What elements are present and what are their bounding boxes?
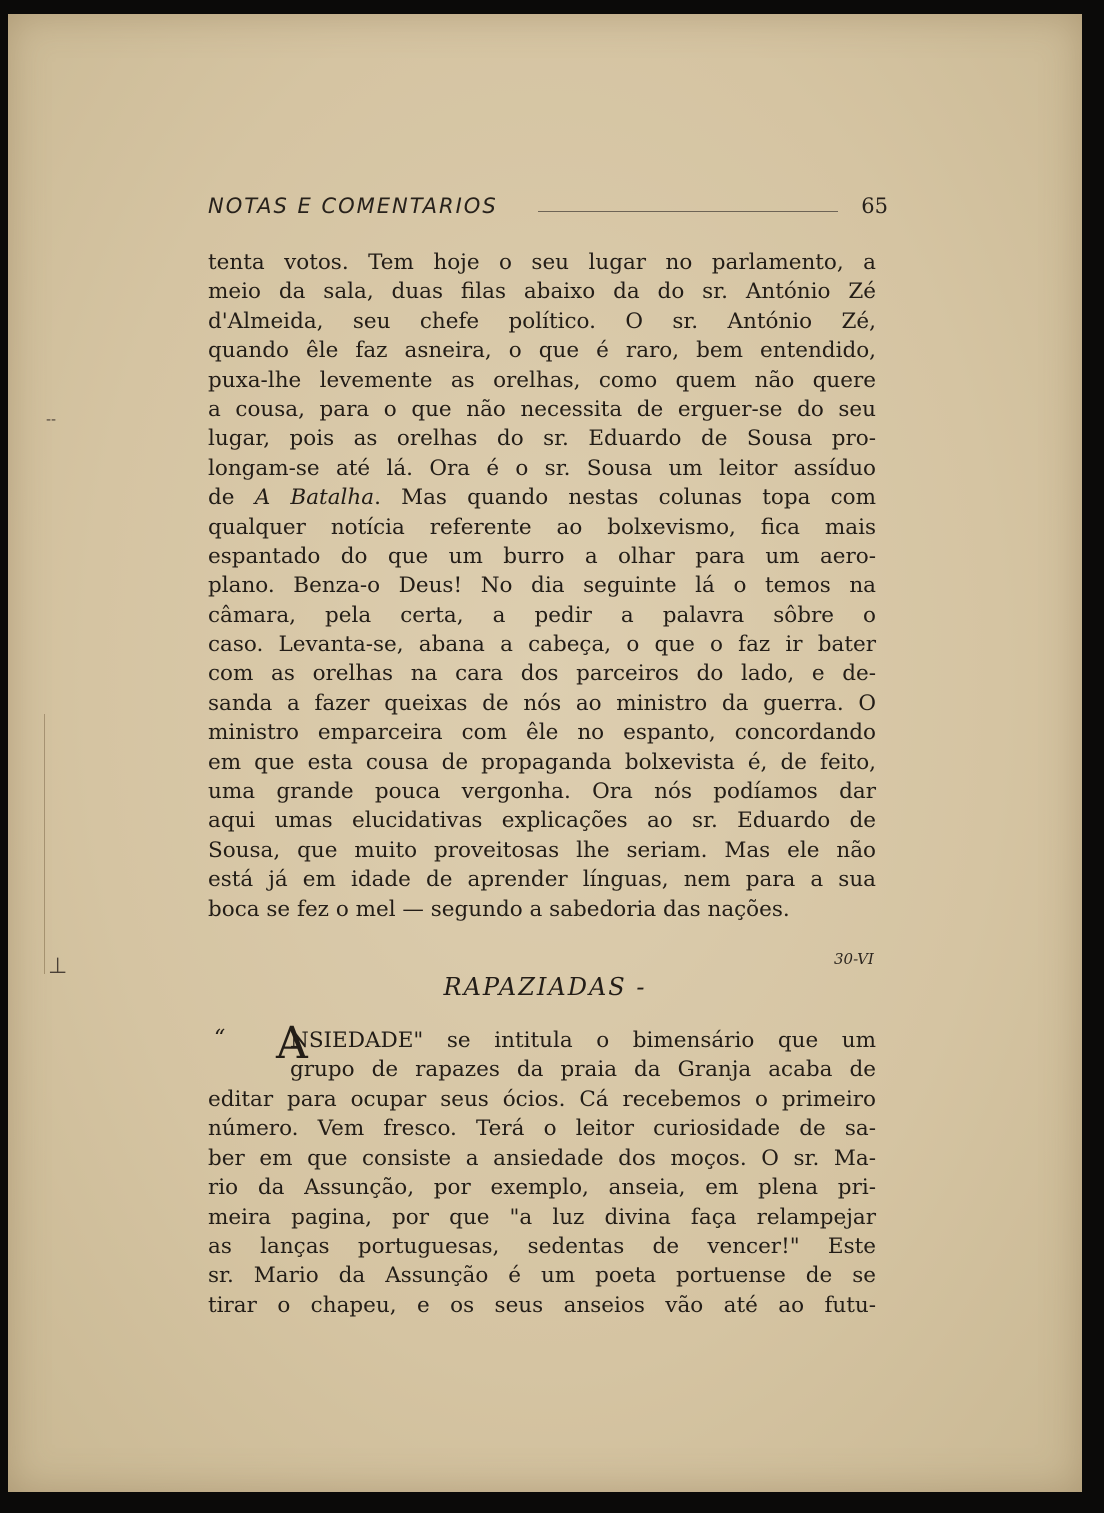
text-line: as lanças portuguesas, sedentas de vencer!" Este	[208, 1233, 876, 1259]
text-line: número. Vem fresco. Terá o leitor curiosidade de sa-	[208, 1116, 876, 1142]
text-line: com as orelhas na cara dos parceiros do lado, e de-	[208, 661, 876, 687]
article-date: 30-VI	[834, 950, 874, 968]
text-line: meio da sala, duas filas abaixo da do sr. António Zé	[208, 279, 876, 305]
running-header	[208, 194, 888, 226]
text-line: plano. Benza-o Deus! No dia seguinte lá o temos na	[208, 573, 876, 599]
article-body-2	[208, 1085, 876, 1320]
text-fragment: de	[208, 485, 255, 511]
section-title: RAPAZIADAS -	[443, 973, 647, 1001]
text-line: câmara, pela certa, a pedir a palavra sôbre o	[208, 602, 876, 628]
text-line: ber em que consiste a ansiedade dos moços. O sr. Ma-	[208, 1145, 876, 1171]
text-line: ministro emparceira com êle no espanto, concordando	[208, 720, 876, 746]
text-line: lugar, pois as orelhas do sr. Eduardo de Sousa pro-	[208, 426, 876, 452]
text-line: tirar o chapeu, e os seus anseios vão até ao futu-	[208, 1292, 876, 1318]
article-body-2-indent	[290, 1026, 876, 1085]
margin-mark: --	[46, 412, 57, 428]
article-body-1	[208, 248, 876, 924]
text-line: NSIEDADE" se intitula o bimensário que um	[290, 1028, 876, 1053]
header-rule	[538, 211, 838, 212]
text-line: d'Almeida, seu chefe político. O sr. António Zé,	[208, 308, 876, 334]
text-line: em que esta cousa de propaganda bolxevista é, de feito,	[208, 749, 876, 775]
text-line: qualquer notícia referente ao bolxevismo, fica mais	[208, 514, 876, 540]
text-line: puxa-lhe levemente as orelhas, como quem não quere	[208, 367, 876, 393]
text-line: rio da Assunção, por exemplo, anseia, em plena pri-	[208, 1175, 876, 1201]
text-line: espantado do que um burro a olhar para um aero-	[208, 543, 876, 569]
text-line: tenta votos. Tem hoje o seu lugar no parlamento, a	[208, 250, 876, 275]
page-number: 65	[861, 194, 888, 218]
text-line: boca se fez o mel — segundo a sabedoria das nações.	[208, 896, 790, 922]
book-page	[8, 14, 1082, 1492]
running-title: NOTAS E COMENTARIOS	[208, 194, 498, 218]
text-line: longam-se até lá. Ora é o sr. Sousa um leitor assíduo	[208, 455, 876, 481]
text-fragment: . Mas quando nestas colunas topa com	[374, 485, 877, 511]
margin-mark: ⊥	[48, 954, 68, 979]
text-line: quando êle faz asneira, o que é raro, bem entendido,	[208, 338, 876, 364]
opening-quote: “	[214, 1026, 226, 1051]
text-line	[208, 483, 876, 512]
text-line: uma grande pouca vergonha. Ora nós podíamos dar	[208, 779, 876, 805]
binding-edge	[44, 714, 59, 974]
text-line: Sousa, que muito proveitosas lhe seriam. Mas ele não	[208, 837, 876, 863]
text-line: editar para ocupar seus ócios. Cá recebemos o primeiro	[208, 1087, 876, 1112]
text-line: está já em idade de aprender línguas, nem para a sua	[208, 867, 876, 893]
newspaper-title: A Batalha	[254, 485, 375, 511]
text-line: caso. Levanta-se, abana a cabeça, o que o faz ir bater	[208, 632, 876, 658]
text-line: sanda a fazer queixas de nós ao ministro da guerra. O	[208, 690, 876, 716]
text-line: aqui umas elucidativas explicações ao sr. Eduardo de	[208, 808, 876, 834]
text-line: grupo de rapazes da praia da Granja acaba de	[290, 1057, 876, 1083]
text-line: sr. Mario da Assunção é um poeta portuense de se	[208, 1263, 876, 1289]
text-line: meira pagina, por que "a luz divina faça relampejar	[208, 1204, 876, 1230]
text-line: a cousa, para o que não necessita de erguer-se do seu	[208, 396, 876, 422]
drop-cap: A	[276, 1018, 308, 1069]
